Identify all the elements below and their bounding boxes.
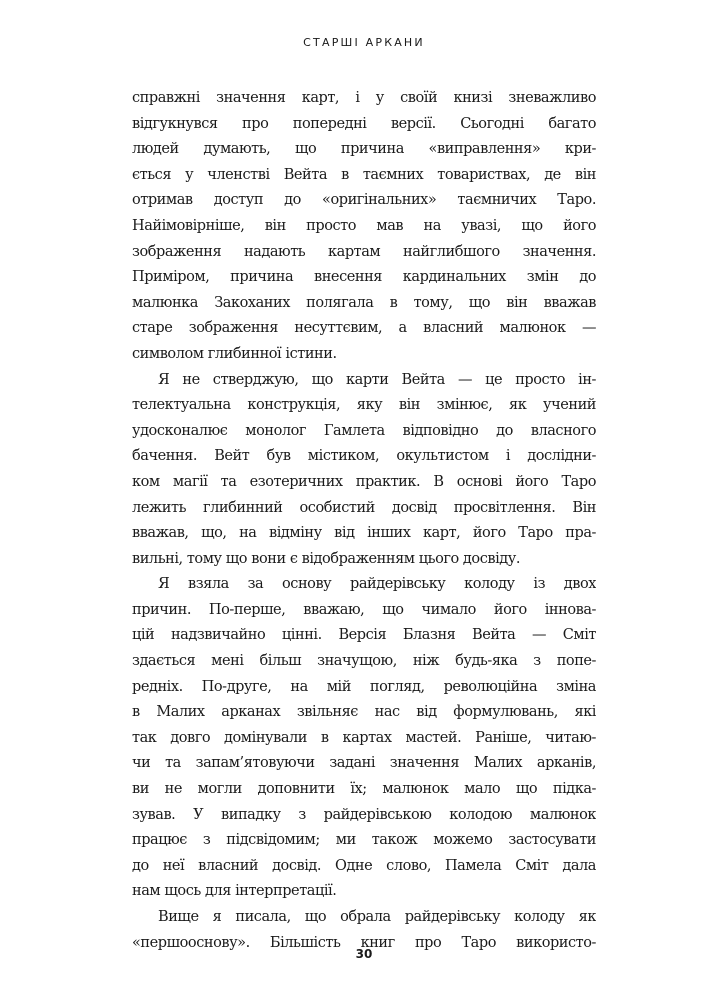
text-line: чи та запам’ятовуючи задані значення Малих арканів,	[132, 755, 596, 772]
text-line: Я взяла за основу райдерівську колоду із двох	[158, 576, 596, 593]
text-line: символом глибинної істини.	[132, 345, 337, 362]
text-line: так довго домінували в картах мастей. Раніше, читаю-	[132, 729, 596, 746]
text-line: відгукнувся про попередні версії. Сьогодні багато	[132, 115, 596, 132]
text-line: ком магії та езотеричних практик. В основі його Таро	[132, 473, 596, 490]
text-line: цій надзвичайно цінні. Версія Блазня Вейта — Сміт	[132, 627, 596, 644]
text-line: Вище я писала, що обрала райдерівську колоду як	[158, 909, 596, 925]
text-line: Я не стверджую, що карти Вейта — це просто ін-	[158, 371, 596, 388]
text-line: справжні значення карт, і у своїй книзі зневажливо	[132, 90, 596, 106]
text-line: вважав, що, на відміну від інших карт, його Таро пра-	[132, 525, 596, 542]
text-line: людей думають, що причина «виправлення» кри-	[132, 141, 596, 158]
text-line: Приміром, причина внесення кардинальних змін до	[132, 269, 596, 286]
text-line: редніх. По-друге, на мій погляд, революційна зміна	[132, 678, 596, 695]
text-line: бачення. Вейт був містиком, окультистом і дослідни-	[132, 448, 596, 465]
text-line: вильні, тому що вони є відображенням цього досвіду.	[132, 550, 520, 567]
text-line: нам щось для інтерпретації.	[132, 883, 337, 900]
text-line: здається мені більш значущою, ніж будь-яка з попе-	[132, 653, 596, 670]
text-line: причин. По-перше, вважаю, що чимало його іннова-	[132, 601, 596, 618]
text-line: Найімовірніше, він просто мав на увазі, що його	[132, 217, 596, 234]
page-number: 30	[355, 947, 373, 961]
text-line: ється у членстві Вейта в таємних товариствах, де він	[132, 166, 596, 183]
text-line: ви не могли доповнити їх; малюнок мало що підка-	[132, 781, 596, 798]
text-line: «першооснову». Більшість книг про Таро використо-	[132, 934, 596, 951]
text-line: зображення надають картам найглибшого значення.	[132, 243, 596, 260]
text-line: удосконалює монолог Гамлета відповідно до власного	[132, 422, 596, 439]
body-text	[132, 86, 596, 956]
text-line: малюнка Закоханих полягала в тому, що він вважав	[132, 294, 596, 311]
text-line: зував. У випадку з райдерівською колодою малюнок	[132, 806, 596, 823]
text-line: в Малих арканах звільняє нас від формулювань, які	[132, 704, 596, 721]
text-line: старе зображення несуттєвим, а власний малюнок —	[132, 320, 596, 337]
text-line: отримав доступ до «оригінальних» таємничих Таро.	[132, 192, 596, 209]
running-head: СТАРШІ АРКАНИ	[303, 36, 425, 49]
text-line: телектуальна конструкція, яку він змінює, як учений	[132, 397, 596, 414]
text-line: лежить глибинний особистий досвід просвітлення. Він	[132, 499, 596, 516]
text-line: до неї власний досвід. Одне слово, Памела Сміт дала	[132, 857, 596, 874]
text-line: працює з підсвідомим; ми також можемо застосувати	[132, 832, 596, 849]
